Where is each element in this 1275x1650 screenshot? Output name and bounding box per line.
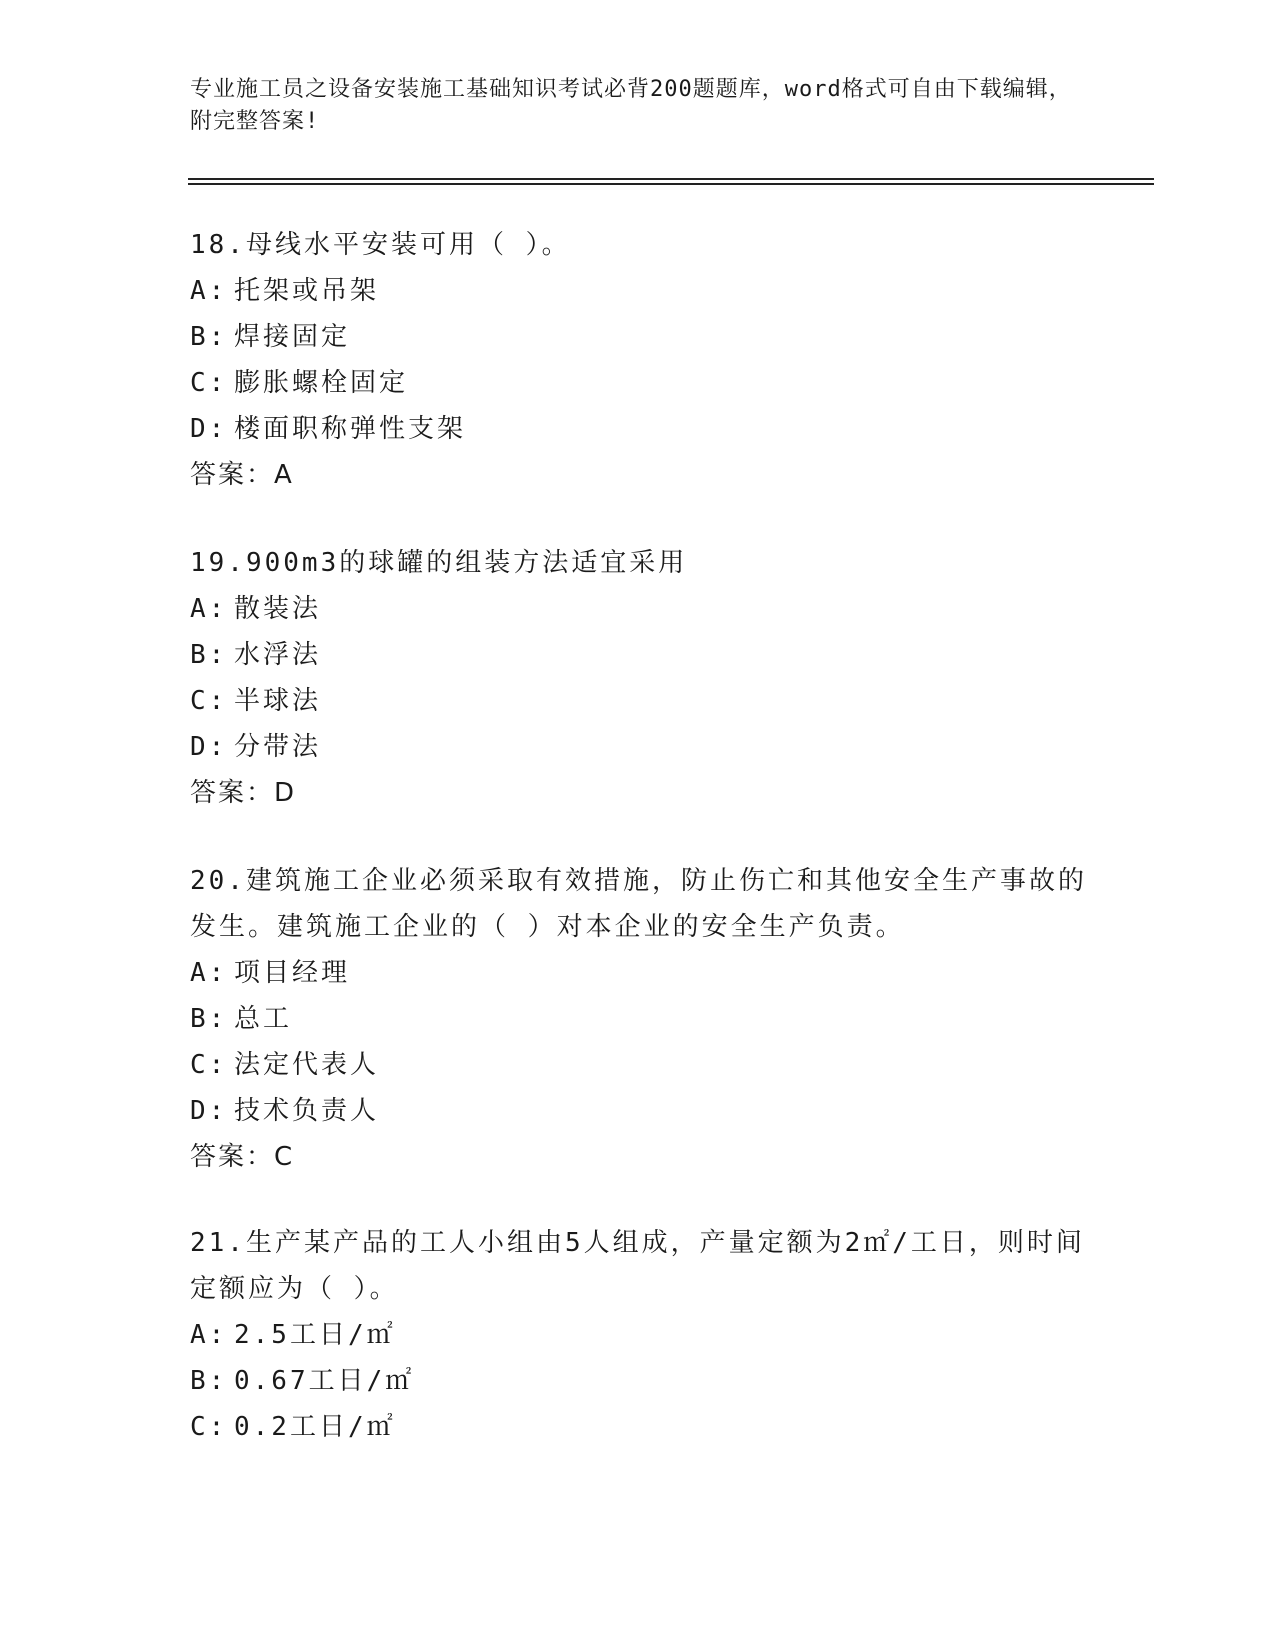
option-key: A: — [190, 276, 228, 306]
option-d — [190, 724, 1090, 770]
question-stem: 20.建筑施工企业必须采取有效措施，防止伤亡和其他安全生产事故的发生。建筑施工企业的（ ）对本企业的安全生产负责。 — [190, 866, 1087, 942]
option-b — [190, 314, 1090, 360]
option-key: D: — [190, 732, 228, 762]
option-d — [190, 406, 1090, 452]
option-key: B: — [190, 1366, 228, 1396]
option-d — [190, 1088, 1090, 1134]
option-text: 技术负责人 — [234, 1096, 380, 1126]
option-key: C: — [190, 1050, 228, 1080]
option-b — [190, 632, 1090, 678]
option-key: A: — [190, 1320, 228, 1350]
option-a — [190, 586, 1090, 632]
option-key: B: — [190, 640, 228, 670]
question-stem: 19.900m3的球罐的组装方法适宜采用 — [190, 548, 688, 578]
option-text: 焊接固定 — [234, 322, 351, 352]
option-text: 膨胀螺栓固定 — [234, 368, 409, 398]
option-key: A: — [190, 958, 228, 988]
option-c — [190, 1042, 1090, 1088]
option-key: B: — [190, 322, 228, 352]
option-c — [190, 1404, 1090, 1450]
answer: 答案：C — [190, 1142, 295, 1172]
header-divider-top — [188, 178, 1154, 180]
option-key: C: — [190, 686, 228, 716]
header-divider-bottom — [188, 183, 1154, 185]
option-key: D: — [190, 1096, 228, 1126]
option-c — [190, 360, 1090, 406]
option-key: A: — [190, 594, 228, 624]
answer: 答案：D — [190, 778, 297, 808]
option-text: 水浮法 — [234, 640, 322, 670]
question-stem: 18.母线水平安装可用（ ）。 — [190, 230, 571, 260]
question-stem: 21.生产某产品的工人小组由5人组成，产量定额为2㎡/工日，则时间定额应为（ ）。 — [190, 1228, 1085, 1304]
option-text: 半球法 — [234, 686, 322, 716]
option-a — [190, 950, 1090, 996]
option-a — [190, 1312, 1090, 1358]
question-19 — [190, 540, 1090, 816]
option-a — [190, 268, 1090, 314]
option-text: 法定代表人 — [234, 1050, 380, 1080]
question-21 — [190, 1220, 1090, 1450]
option-text: 散装法 — [234, 594, 322, 624]
option-text: 托架或吊架 — [234, 276, 380, 306]
option-text: 分带法 — [234, 732, 322, 762]
question-18 — [190, 222, 1090, 498]
answer: 答案：A — [190, 460, 294, 490]
option-c — [190, 678, 1090, 724]
option-key: C: — [190, 368, 228, 398]
option-text: 0.67工日/㎡ — [234, 1366, 415, 1396]
document-title: 专业施工员之设备安装施工基础知识考试必背200题题库，word格式可自由下载编辑，附完整答案! — [190, 77, 1072, 134]
option-b — [190, 996, 1090, 1042]
option-b — [190, 1358, 1090, 1404]
option-text: 总工 — [234, 1004, 293, 1034]
option-text: 项目经理 — [234, 958, 351, 988]
option-text: 楼面职称弹性支架 — [234, 414, 467, 444]
option-key: C: — [190, 1412, 228, 1442]
option-key: D: — [190, 414, 228, 444]
option-key: B: — [190, 1004, 228, 1034]
option-text: 0.2工日/㎡ — [234, 1412, 396, 1442]
question-20 — [190, 858, 1090, 1180]
option-text: 2.5工日/㎡ — [234, 1320, 396, 1350]
